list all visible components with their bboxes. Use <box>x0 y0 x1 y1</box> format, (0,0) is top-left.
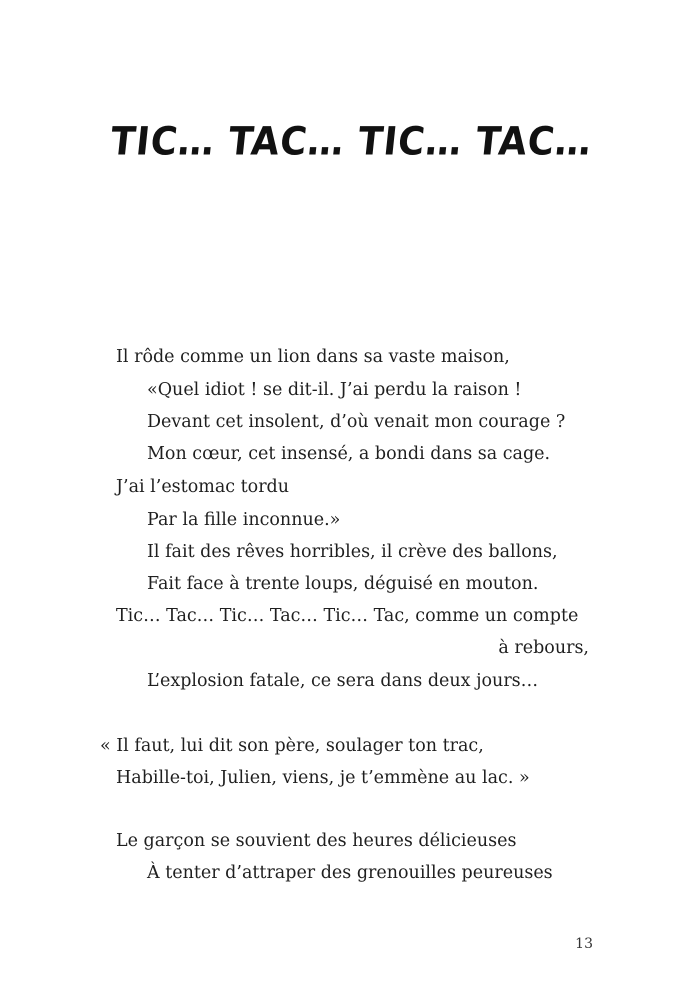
poem-line: À tenter d’attraper des grenouilles peureuses <box>147 863 553 883</box>
poem-line: Par la fille inconnue.» <box>147 510 341 530</box>
poem-line: « Il faut, lui dit son père, soulager ton trac, <box>100 736 484 756</box>
poem-line: Mon cœur, cet insensé, a bondi dans sa cage. <box>147 444 551 464</box>
poem-line: à rebours, <box>498 638 589 658</box>
poem-line: J’ai l’estomac tordu <box>116 477 290 497</box>
poem-line: Fait face à trente loups, déguisé en mouton. <box>147 574 539 594</box>
poem-line: Devant cet insolent, d’où venait mon courage ? <box>147 412 566 432</box>
page-number: 13 <box>575 936 593 952</box>
poem-line: Habille-toi, Julien, viens, je t’emmène au lac. » <box>116 768 530 788</box>
poem-line: Il fait des rêves horribles, il crève des ballons, <box>147 542 558 562</box>
poem-line: «Quel idiot ! se dit-il. J’ai perdu la raison ! <box>147 380 522 400</box>
poem-line: Il rôde comme un lion dans sa vaste maison, <box>116 347 510 367</box>
poem-line: Tic… Tac… Tic… Tac… Tic… Tac, comme un compte <box>116 606 579 626</box>
poem-line: Le garçon se souvient des heures délicieuses <box>116 831 517 851</box>
chapter-title: TIC… TAC… TIC… TAC… <box>108 120 595 165</box>
poem-line: L’explosion fatale, ce sera dans deux jours… <box>147 671 539 691</box>
